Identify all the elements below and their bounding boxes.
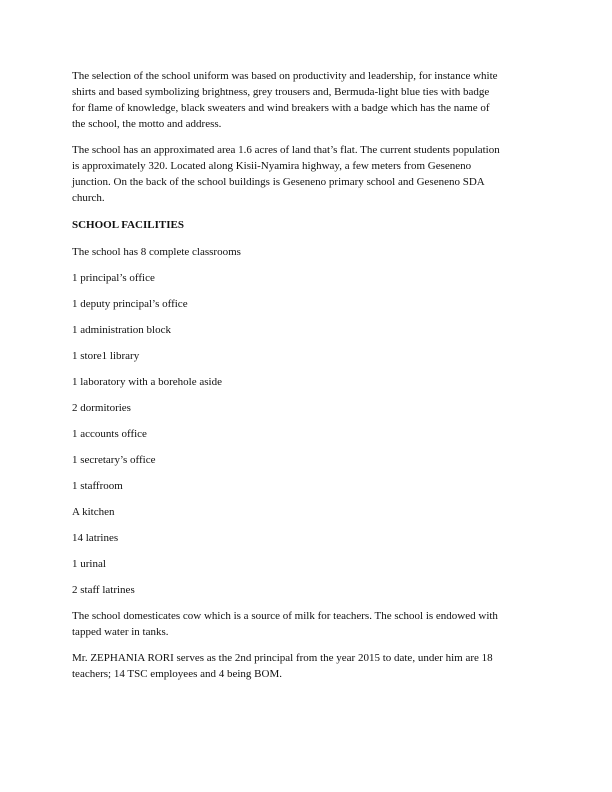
text-line: junction. On the back of the school buildings is Geseneno primary school and Geseneno SDA (72, 176, 485, 188)
facility-item: 1 urinal (72, 558, 106, 570)
facility-item: 1 store1 library (72, 350, 140, 362)
text-line: the school, the motto and address. (72, 118, 222, 130)
text-line: The school domesticates cow which is a source of milk for teachers. The school is endowed with (72, 610, 498, 622)
facility-item: 1 laboratory with a borehole aside (72, 376, 222, 388)
facility-item: 14 latrines (72, 532, 119, 544)
text-line: is approximately 320. Located along Kisii-Nyamira highway, a few meters from Geseneno (72, 160, 472, 172)
text-line: The selection of the school uniform was based on productivity and leadership, for instance white (72, 70, 498, 82)
facility-item: 1 administration block (72, 324, 171, 336)
facility-item: 1 accounts office (72, 428, 147, 440)
facility-item: 2 dormitories (72, 402, 131, 414)
text-line: church. (72, 192, 105, 204)
text-line: teachers; 14 TSC employees and 4 being BOM. (72, 668, 282, 680)
text-line: The school has an approximated area 1.6 acres of land that’s flat. The current students population (72, 144, 500, 156)
facility-item: 1 principal’s office (72, 272, 155, 284)
facility-item: The school has 8 complete classrooms (72, 246, 241, 258)
facility-item: 1 secretary’s office (72, 454, 156, 466)
text-line: Mr. ZEPHANIA RORI serves as the 2nd principal from the year 2015 to date, under him are 18 (72, 652, 493, 664)
text-line: tapped water in tanks. (72, 626, 169, 638)
paragraph-uniform (72, 68, 552, 132)
paragraph-cow (72, 608, 552, 640)
facility-item: 1 staffroom (72, 480, 123, 492)
paragraph-principal (72, 650, 552, 682)
facility-item: A kitchen (72, 506, 115, 518)
facility-item: 1 deputy principal’s office (72, 298, 188, 310)
text-line: shirts and based symbolizing brightness, grey trousers and, Bermuda-light blue ties with badge (72, 86, 490, 98)
facility-item: 2 staff latrines (72, 584, 135, 596)
text-line: for flame of knowledge, black sweaters and wind breakers with a badge which has the name of (72, 102, 490, 114)
paragraph-location (72, 142, 552, 206)
section-heading: SCHOOL FACILITIES (72, 219, 184, 231)
